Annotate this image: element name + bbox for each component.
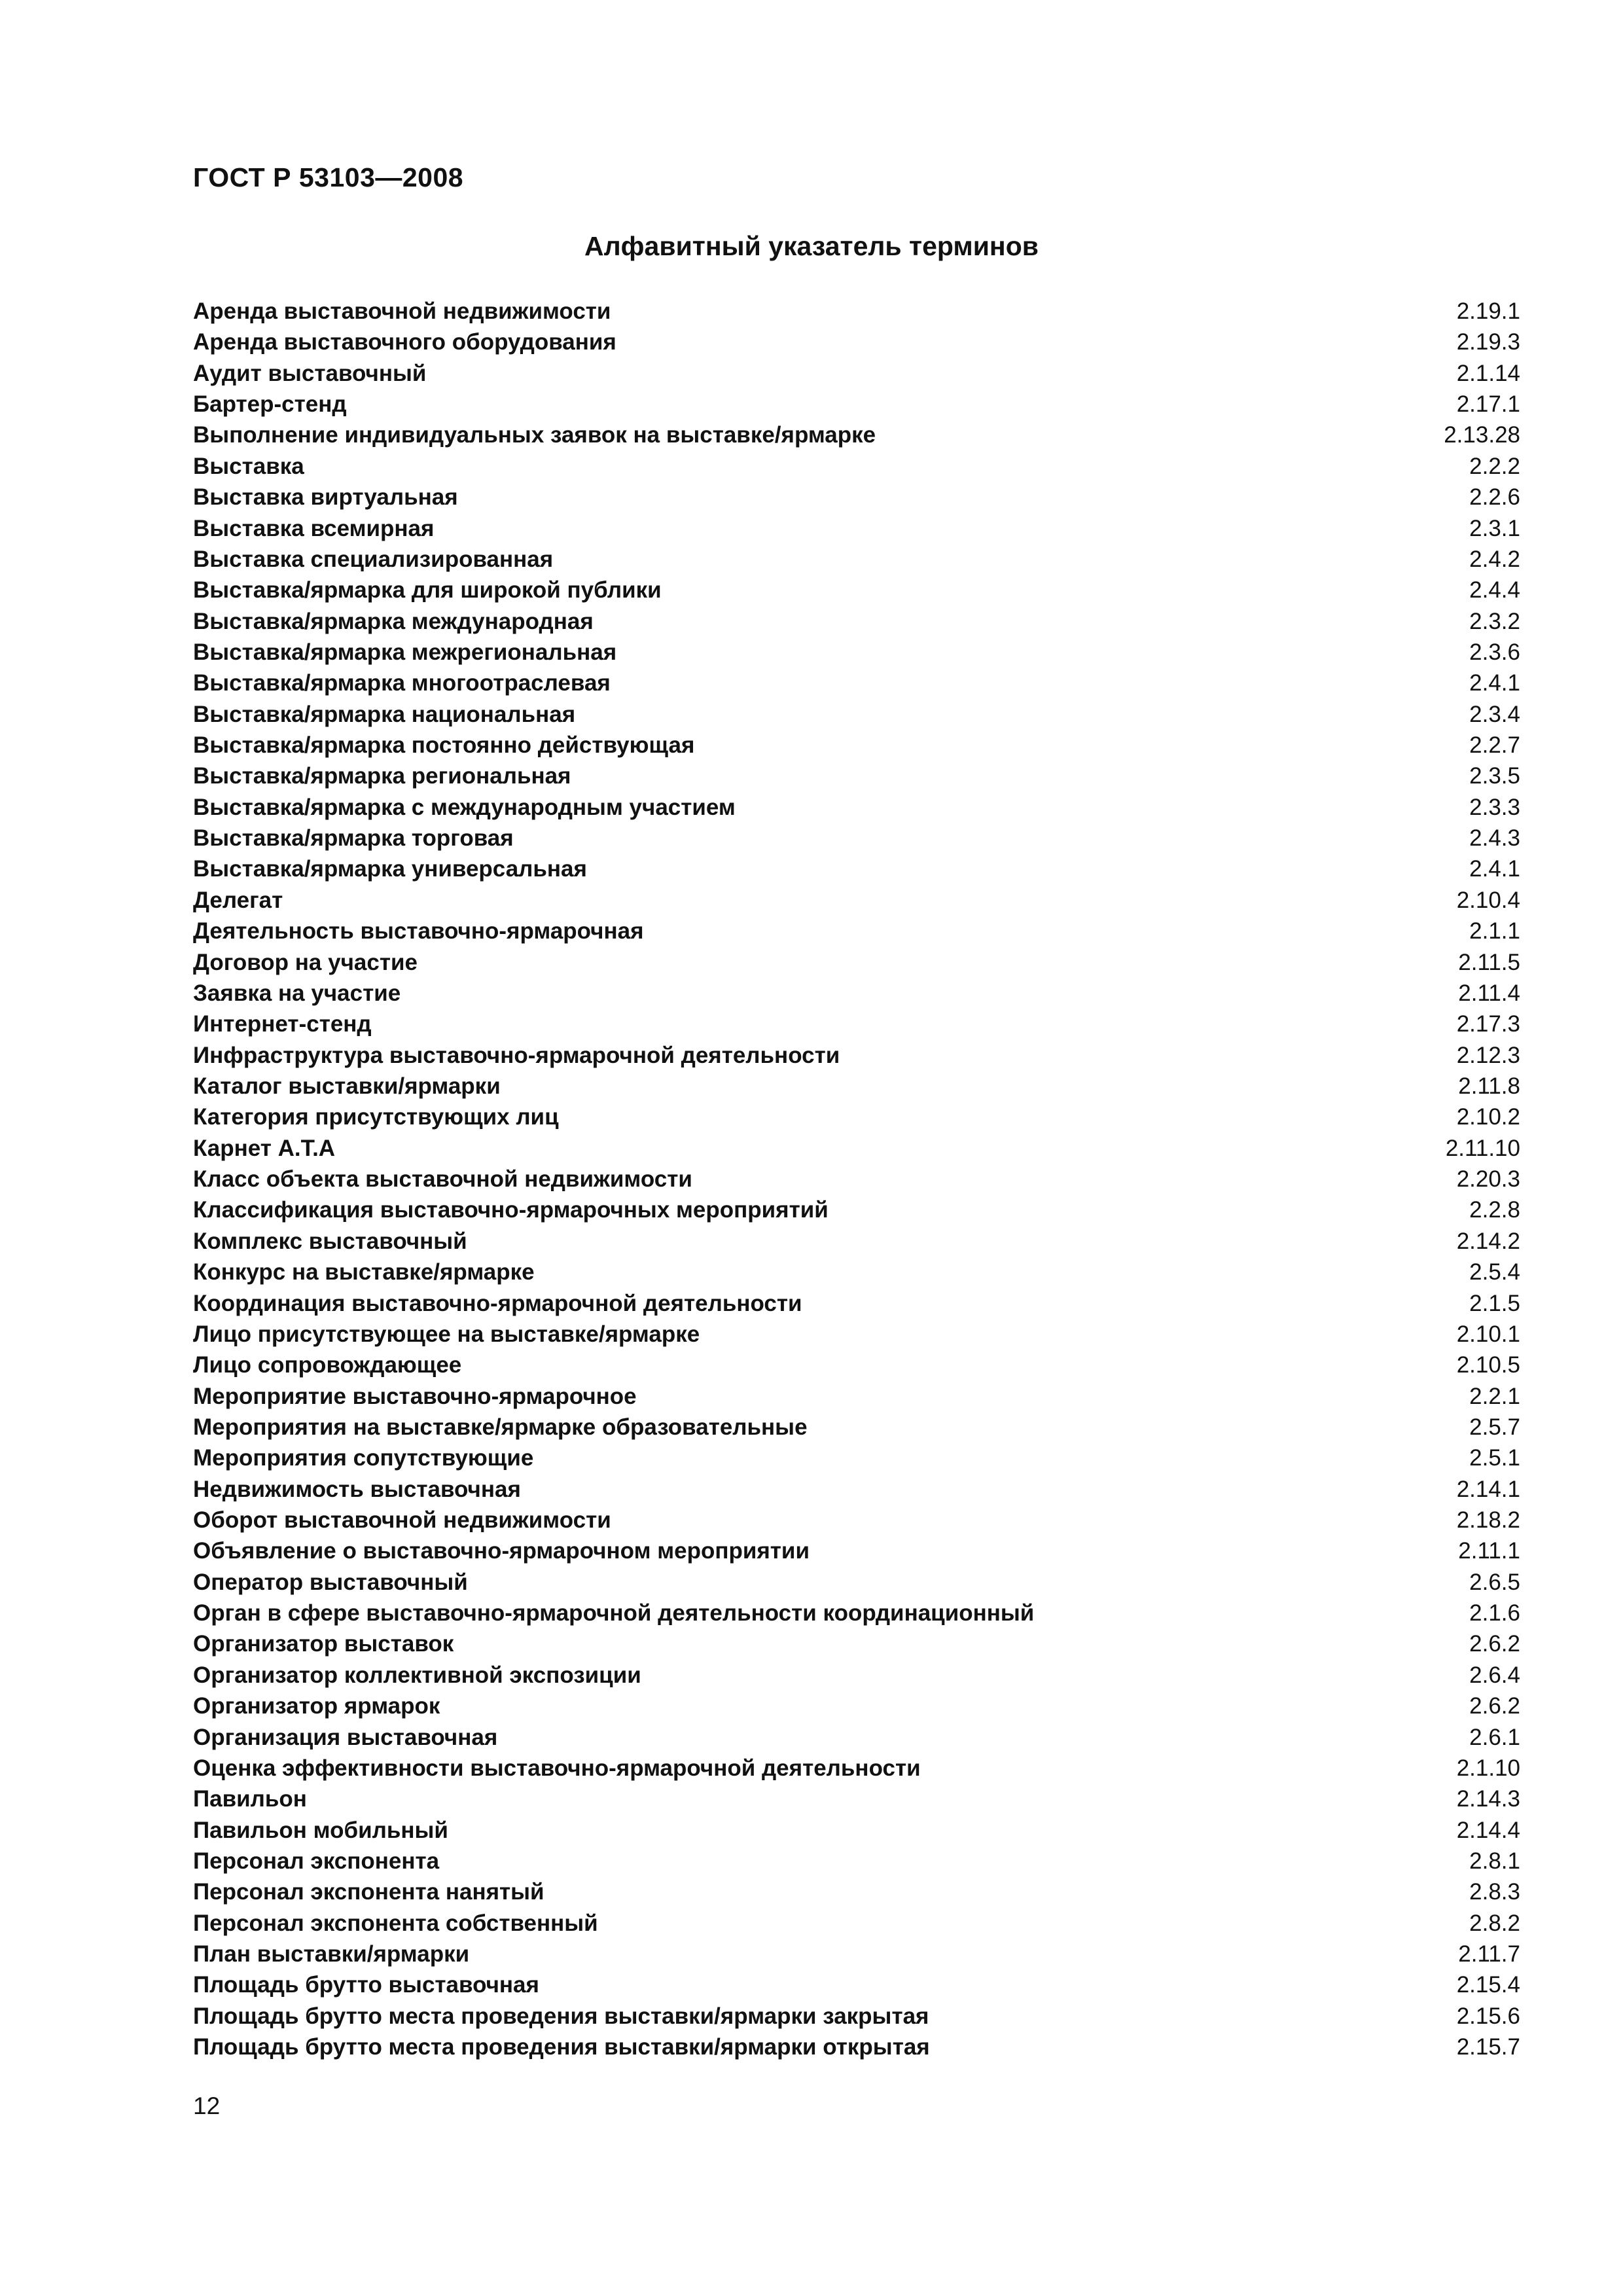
- index-term: Площадь брутто места проведения выставки/ярмарки открытая: [193, 2034, 930, 2060]
- index-reference: 2.11.4: [1458, 980, 1520, 1006]
- index-term: Павильон мобильный: [193, 1817, 448, 1843]
- index-term: Объявление о выставочно-ярмарочном мероприятии: [193, 1538, 810, 1564]
- index-entry: [193, 637, 1520, 668]
- index-reference: 2.1.6: [1469, 1600, 1520, 1626]
- index-reference: 2.10.2: [1456, 1104, 1520, 1130]
- index-entry: [193, 1381, 1520, 1412]
- index-entry: [193, 1722, 1520, 1753]
- index-term: Оператор выставочный: [193, 1569, 468, 1595]
- index-reference: 2.12.3: [1456, 1042, 1520, 1068]
- index-reference: 2.5.1: [1469, 1445, 1520, 1471]
- index-entry: [193, 513, 1520, 544]
- index-entry: [193, 1505, 1520, 1535]
- index-term: Оборот выставочной недвижимости: [193, 1507, 611, 1534]
- index-term: План выставки/ярмарки: [193, 1941, 470, 1967]
- index-reference: 2.15.6: [1456, 2003, 1520, 2029]
- index-term: Организатор ярмарок: [193, 1693, 440, 1719]
- index-reference: 2.4.1: [1469, 670, 1520, 696]
- index-reference: 2.18.2: [1456, 1507, 1520, 1534]
- index-entry: [193, 1443, 1520, 1473]
- index-reference: 2.17.3: [1456, 1011, 1520, 1037]
- index-reference: 2.3.1: [1469, 515, 1520, 541]
- index-entry: [193, 761, 1520, 791]
- index-term: Выставка/ярмарка с международным участием: [193, 794, 736, 820]
- index-entry: [193, 730, 1520, 761]
- index-term: Павильон: [193, 1786, 307, 1812]
- index-entry: [193, 327, 1520, 357]
- index-reference: 2.4.4: [1469, 577, 1520, 603]
- index-term: Бартер-стенд: [193, 391, 347, 418]
- index-reference: 2.11.8: [1458, 1073, 1520, 1099]
- index-reference: 2.17.1: [1456, 391, 1520, 418]
- index-entry: [193, 606, 1520, 637]
- index-entry: [193, 482, 1520, 512]
- index-reference: 2.8.2: [1469, 1910, 1520, 1936]
- index-entry: [193, 1319, 1520, 1350]
- index-reference: 2.2.2: [1469, 453, 1520, 479]
- index-entry: [193, 1815, 1520, 1846]
- index-reference: 2.11.7: [1458, 1941, 1520, 1967]
- index-term: Комплекс выставочный: [193, 1228, 467, 1254]
- index-entry: [193, 792, 1520, 823]
- index-term: Инфраструктура выставочно-ярмарочной деятельности: [193, 1042, 840, 1068]
- index-reference: 2.2.6: [1469, 484, 1520, 511]
- index-entry: [193, 296, 1520, 327]
- index-entry: [193, 1567, 1520, 1598]
- index-term: Аренда выставочной недвижимости: [193, 298, 611, 324]
- index-reference: 2.4.3: [1469, 825, 1520, 852]
- index-title: Алфавитный указатель терминов: [584, 231, 1039, 261]
- index-term: Выставка/ярмарка постоянно действующая: [193, 732, 695, 759]
- index-reference: 2.11.10: [1445, 1135, 1520, 1161]
- index-entry: [193, 2001, 1520, 2032]
- index-entry: [193, 978, 1520, 1009]
- page-number: 12: [193, 2092, 221, 2119]
- index-term: Каталог выставки/ярмарки: [193, 1073, 501, 1099]
- index-reference: 2.15.4: [1456, 1972, 1520, 1998]
- index-term: Организатор выставок: [193, 1631, 454, 1657]
- index-entry: [193, 823, 1520, 853]
- index-entry: [193, 544, 1520, 575]
- index-entry: [193, 1969, 1520, 2000]
- index-entry: [193, 1660, 1520, 1691]
- index-entry: [193, 1009, 1520, 1039]
- index-term: Выставка специализированная: [193, 546, 554, 572]
- index-reference: 2.20.3: [1456, 1166, 1520, 1193]
- index-entry: [193, 420, 1520, 450]
- index-reference: 2.1.5: [1469, 1290, 1520, 1316]
- index-term: Персонал экспонента: [193, 1848, 440, 1874]
- index-entry: [193, 1846, 1520, 1876]
- index-reference: 2.1.14: [1456, 360, 1520, 386]
- index-term: Заявка на участие: [193, 980, 401, 1006]
- index-entry: [193, 1040, 1520, 1071]
- index-entry: [193, 1598, 1520, 1628]
- index-term: Координация выставочно-ярмарочной деятельности: [193, 1290, 802, 1316]
- index-reference: 2.2.1: [1469, 1383, 1520, 1409]
- index-term: Выставка/ярмарка для широкой публики: [193, 577, 662, 603]
- index-term: Класс объекта выставочной недвижимости: [193, 1166, 692, 1193]
- index-term: Недвижимость выставочная: [193, 1476, 521, 1502]
- index-term: Орган в сфере выставочно-ярмарочной деятельности координационный: [193, 1600, 1035, 1626]
- index-term: Площадь брутто выставочная: [193, 1972, 539, 1998]
- index-entry: [193, 575, 1520, 605]
- index-reference: 2.6.4: [1469, 1662, 1520, 1688]
- index-reference: 2.4.2: [1469, 546, 1520, 572]
- index-entry: [193, 885, 1520, 916]
- index-entry: [193, 2032, 1520, 2062]
- index-reference: 2.5.7: [1469, 1414, 1520, 1440]
- index-reference: 2.8.3: [1469, 1879, 1520, 1905]
- index-reference: 2.10.1: [1456, 1321, 1520, 1347]
- index-reference: 2.14.2: [1456, 1228, 1520, 1254]
- index-term: Организация выставочная: [193, 1724, 498, 1750]
- index-reference: 2.6.5: [1469, 1569, 1520, 1595]
- index-reference: 2.1.10: [1456, 1755, 1520, 1781]
- index-entry: [193, 1628, 1520, 1659]
- index-reference: 2.4.1: [1469, 856, 1520, 882]
- index-entry: [193, 1876, 1520, 1907]
- index-entry: [193, 1350, 1520, 1380]
- index-term: Мероприятия сопутствующие: [193, 1445, 534, 1471]
- index-reference: 2.6.1: [1469, 1724, 1520, 1750]
- index-term: Выставка/ярмарка универсальная: [193, 856, 587, 882]
- index-term: Договор на участие: [193, 949, 418, 975]
- index-entry: [193, 668, 1520, 698]
- index-term: Мероприятие выставочно-ярмарочное: [193, 1383, 637, 1409]
- index-reference: 2.10.4: [1456, 887, 1520, 913]
- index-entry: [193, 1939, 1520, 1969]
- index-entry: [193, 451, 1520, 482]
- index-term: Выставка/ярмарка национальная: [193, 701, 576, 727]
- index-entry: [193, 358, 1520, 389]
- index-entry: [193, 1908, 1520, 1939]
- index-term: Выставка/ярмарка межрегиональная: [193, 639, 617, 665]
- index-entry: [193, 699, 1520, 730]
- index-term: Делегат: [193, 887, 283, 913]
- index-reference: 2.6.2: [1469, 1631, 1520, 1657]
- document-header: ГОСТ Р 53103—2008: [193, 162, 464, 192]
- index-term: Организатор коллективной экспозиции: [193, 1662, 641, 1688]
- index-entry: [193, 1474, 1520, 1505]
- index-reference: 2.13.28: [1444, 422, 1520, 448]
- index-entry: [193, 1071, 1520, 1102]
- index-reference: 2.19.3: [1456, 329, 1520, 355]
- index-entry: [193, 389, 1520, 420]
- index-term: Деятельность выставочно-ярмарочная: [193, 918, 644, 944]
- index-term: Площадь брутто места проведения выставки/ярмарки закрытая: [193, 2003, 929, 2029]
- index-reference: 2.2.8: [1469, 1197, 1520, 1223]
- index-term: Лицо присутствующее на выставке/ярмарке: [193, 1321, 700, 1347]
- index-reference: 2.15.7: [1456, 2034, 1520, 2060]
- index-reference: 2.8.1: [1469, 1848, 1520, 1874]
- index-reference: 2.3.5: [1469, 763, 1520, 789]
- index-entry: [193, 1691, 1520, 1721]
- index-term: Лицо сопровождающее: [193, 1352, 462, 1378]
- index-term: Классификация выставочно-ярмарочных мероприятий: [193, 1197, 829, 1223]
- index-term: Выставка всемирная: [193, 515, 435, 541]
- index-term: Конкурс на выставке/ярмарке: [193, 1259, 535, 1285]
- index-entry: [193, 947, 1520, 978]
- index-term: Выставка виртуальная: [193, 484, 458, 511]
- index-entry: [193, 1412, 1520, 1443]
- index-entry: [193, 853, 1520, 884]
- index-reference: 2.3.3: [1469, 794, 1520, 820]
- index-reference: 2.3.2: [1469, 608, 1520, 634]
- index-term: Выставка: [193, 453, 304, 479]
- index-reference: 2.14.3: [1456, 1786, 1520, 1812]
- index-term: Оценка эффективности выставочно-ярмарочной деятельности: [193, 1755, 921, 1781]
- index-entry: [193, 1194, 1520, 1225]
- index-reference: 2.10.5: [1456, 1352, 1520, 1378]
- index-entry: [193, 1535, 1520, 1566]
- index-term: Персонал экспонента собственный: [193, 1910, 598, 1936]
- index-term: Карнет А.Т.А: [193, 1135, 336, 1161]
- index-term: Персонал экспонента нанятый: [193, 1879, 544, 1905]
- index-entry: [193, 1164, 1520, 1194]
- index-reference: 2.11.1: [1458, 1538, 1520, 1564]
- index-term: Интернет-стенд: [193, 1011, 372, 1037]
- index-entry: [193, 916, 1520, 946]
- index-term: Выставка/ярмарка международная: [193, 608, 594, 634]
- index-entry: [193, 1257, 1520, 1287]
- index-term: Аудит выставочный: [193, 360, 427, 386]
- index-term: Мероприятия на выставке/ярмарке образовательные: [193, 1414, 808, 1440]
- index-reference: 2.5.4: [1469, 1259, 1520, 1285]
- index-entry: [193, 1288, 1520, 1319]
- index-entry: [193, 1784, 1520, 1814]
- index-term: Выставка/ярмарка многоотраслевая: [193, 670, 611, 696]
- index-term: Выставка/ярмарка региональная: [193, 763, 571, 789]
- index-term: Выставка/ярмарка торговая: [193, 825, 514, 852]
- index-term: Категория присутствующих лиц: [193, 1104, 559, 1130]
- index-reference: 2.19.1: [1456, 298, 1520, 324]
- index-entry: [193, 1753, 1520, 1784]
- index-reference: 2.1.1: [1469, 918, 1520, 944]
- index-reference: 2.14.1: [1456, 1476, 1520, 1502]
- index-term: Выполнение индивидуальных заявок на выставке/ярмарке: [193, 422, 876, 448]
- index-reference: 2.6.2: [1469, 1693, 1520, 1719]
- index-entry: [193, 1133, 1520, 1164]
- index-entry: [193, 1102, 1520, 1132]
- index-reference: 2.3.6: [1469, 639, 1520, 665]
- index-entry: [193, 1226, 1520, 1257]
- index-term: Аренда выставочного оборудования: [193, 329, 616, 355]
- term-index-list: [193, 296, 1520, 2062]
- index-reference: 2.3.4: [1469, 701, 1520, 727]
- index-reference: 2.11.5: [1458, 949, 1520, 975]
- index-reference: 2.14.4: [1456, 1817, 1520, 1843]
- index-reference: 2.2.7: [1469, 732, 1520, 759]
